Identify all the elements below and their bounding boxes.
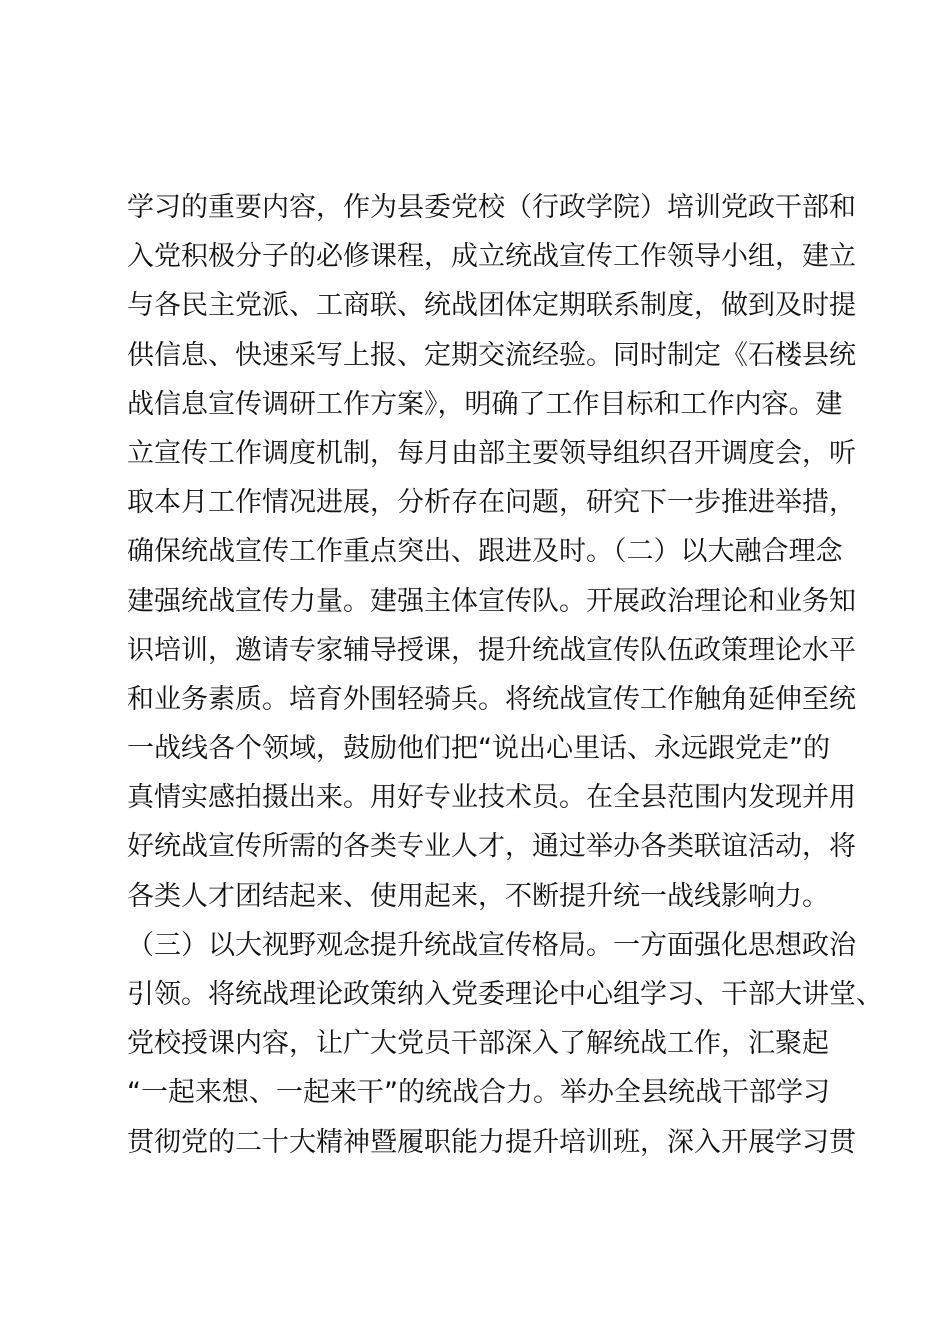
text-line: 确保统战宣传工作重点突出、跟进及时。（二）以大融合理念 xyxy=(127,536,843,568)
text-line: 供信息、快速采写上报、定期交流经验。同时制定《石楼县统 xyxy=(127,339,856,371)
text-line: 取本月工作情况进展，分析存在问题，研究下一步推进举措， xyxy=(127,487,856,519)
text-line: 真情实感拍摄出来。用好专业技术员。在全县范围内发现并用 xyxy=(127,782,856,814)
text-line: 立宣传工作调度机制，每月由部主要领导组织召开调度会，听 xyxy=(127,437,856,469)
text-line: （三）以大视野观念提升统战宣传格局。一方面强化思想政治 xyxy=(127,929,856,961)
text-line: 入党积极分子的必修课程，成立统战宣传工作领导小组，建立 xyxy=(127,241,856,273)
text-line: 战信息宣传调研工作方案》，明确了工作目标和工作内容。建 xyxy=(127,388,843,420)
body-text xyxy=(127,183,883,1167)
text-line: 好统战宣传所需的各类专业人才，通过举办各类联谊活动，将 xyxy=(127,831,856,863)
text-line: 建强统战宣传力量。建强主体宣传队。开展政治理论和业务知 xyxy=(127,585,856,617)
text-line: 与各民主党派、工商联、统战团体定期联系制度，做到及时提 xyxy=(127,290,856,322)
text-line: 一战线各个领域，鼓励他们把“说出心里话、永远跟党走”的 xyxy=(127,733,830,765)
text-line: 党校授课内容，让广大党员干部深入了解统战工作，汇聚起 xyxy=(127,1028,829,1060)
text-line: 引领。将统战理论政策纳入党委理论中心组学习、干部大讲堂、 xyxy=(127,979,883,1010)
text-line: 学习的重要内容，作为县委党校（行政学院）培训党政干部和 xyxy=(127,192,856,223)
text-line: “一起来想、一起来干”的统战合力。举办全县统战干部学习 xyxy=(127,1077,830,1109)
text-line: 各类人才团结起来、使用起来，不断提升统一战线影响力。 xyxy=(127,880,829,912)
text-line: 识培训，邀请专家辅导授课，提升统战宣传队伍政策理论水平 xyxy=(127,634,856,666)
text-line: 和业务素质。培育外围轻骑兵。将统战宣传工作触角延伸至统 xyxy=(127,683,856,715)
text-line: 贯彻党的二十大精神暨履职能力提升培训班，深入开展学习贯 xyxy=(127,1126,856,1158)
